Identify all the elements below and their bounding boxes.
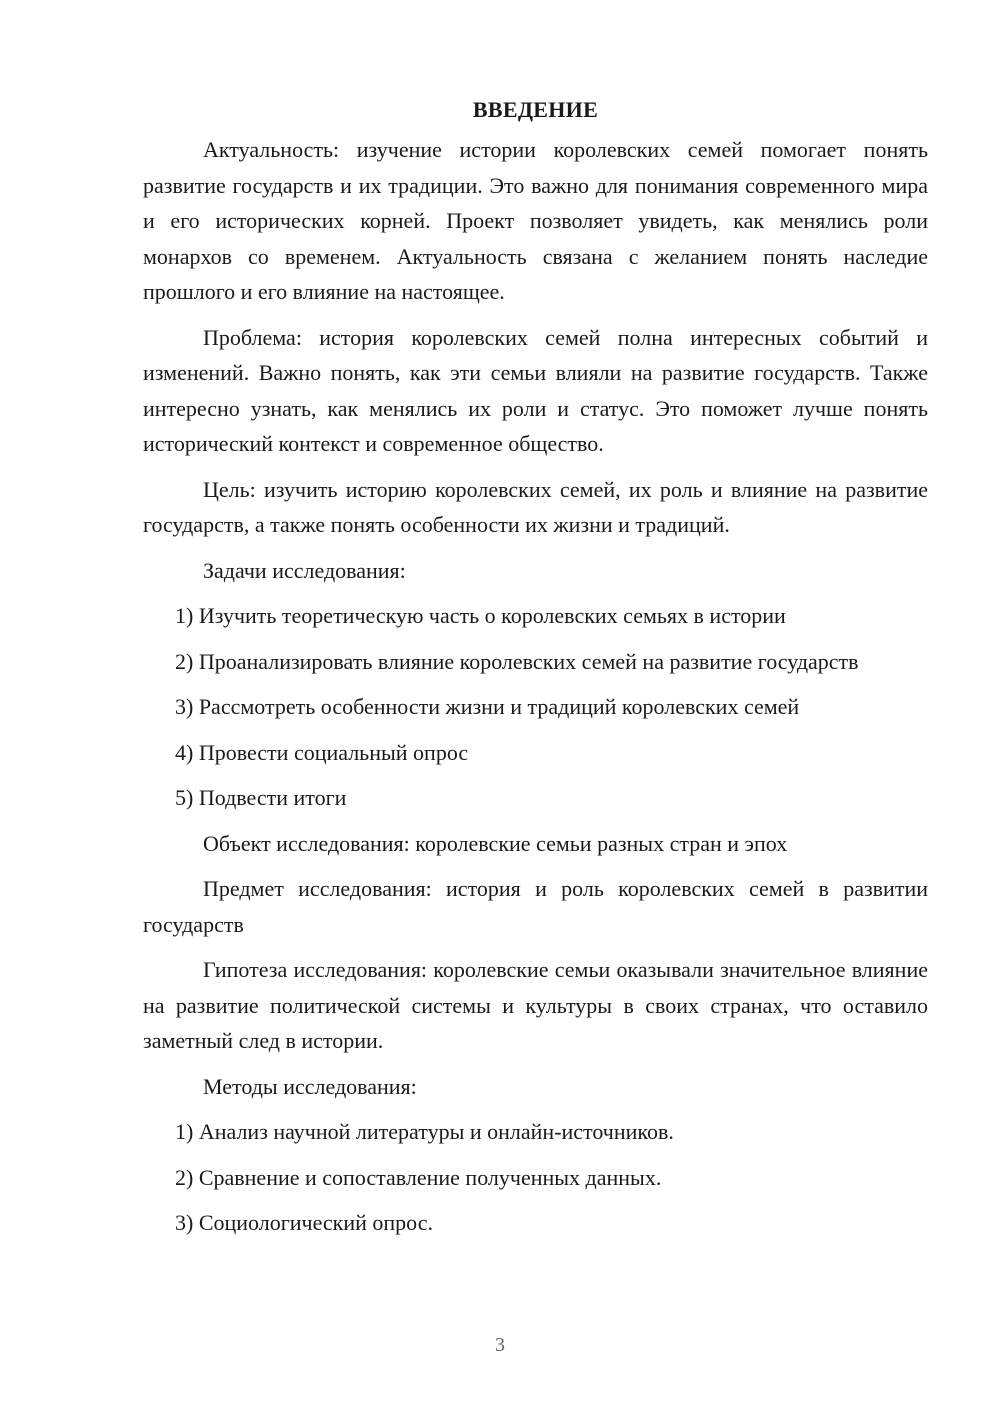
method-item: 1) Анализ научной литературы и онлайн-источников. <box>175 1119 674 1144</box>
hypothesis-paragraph: Гипотеза исследования: королевские семьи оказывали значительное влияние на развитие политической системы и культуры в своих странах, что оставило заметный след в истории. <box>143 957 928 1053</box>
section-title: ВВЕДЕНИЕ <box>472 97 599 122</box>
page-number: 3 <box>495 1334 505 1356</box>
task-item: 4) Провести социальный опрос <box>175 739 469 765</box>
method-item: 2) Сравнение и сопоставление полученных данных. <box>175 1164 662 1190</box>
methods-heading: Методы исследования: <box>203 1073 417 1099</box>
task-item: 5) Подвести итоги <box>175 785 347 810</box>
method-item: 3) Социологический опрос. <box>175 1210 433 1235</box>
goal-paragraph: Цель: изучить историю королевских семей, их роль и влияние на развитие государств, а также понять особенности их жизни и традиций. <box>143 476 928 537</box>
document-page <box>143 96 928 1251</box>
subject-paragraph: Предмет исследования: история и роль королевских семей в развитии государств <box>143 876 928 937</box>
object-paragraph: Объект исследования: королевские семьи разных стран и эпох <box>203 830 788 856</box>
relevance-paragraph: Актуальность: изучение истории королевских семей помогает понять развитие государств и их традиции. Это важно для понимания современного мира и его исторических корней. Проект позволяет увидеть, как менялись роли монархов со временем. Актуальность связана с желанием понять наследие прошлого и его влияние на настоящее. <box>143 137 928 304</box>
problem-paragraph: Проблема: история королевских семей полна интересных событий и изменений. Важно понять, как эти семьи влияли на развитие государств. Также интересно узнать, как менялись их роли и статус. Это поможет лучше понять исторический контекст и современное общество. <box>143 324 928 456</box>
task-item: 3) Рассмотреть особенности жизни и традиций королевских семей <box>175 694 800 719</box>
tasks-heading: Задачи исследования: <box>203 557 406 583</box>
task-item: 2) Проанализировать влияние королевских семей на развитие государств <box>175 648 859 674</box>
task-item: 1) Изучить теоретическую часть о королевских семьях в истории <box>175 603 786 628</box>
